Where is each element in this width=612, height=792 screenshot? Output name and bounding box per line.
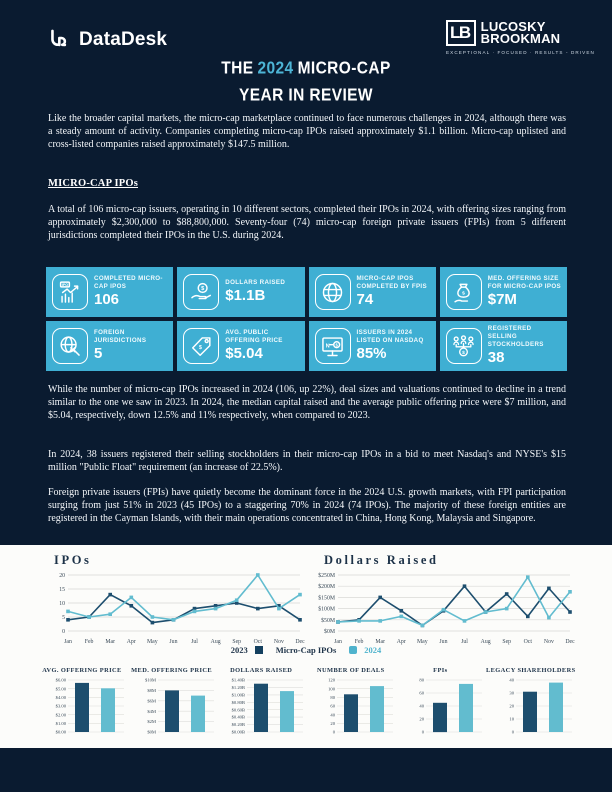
svg-text:120: 120 <box>327 677 335 683</box>
svg-text:80: 80 <box>419 677 425 683</box>
stat-card-selling-stockholders <box>440 321 567 371</box>
svg-text:20: 20 <box>419 716 425 722</box>
stat-card-value: 85% <box>356 345 387 363</box>
svg-text:Sep: Sep <box>502 639 512 645</box>
fpis-bar-chart <box>396 676 484 738</box>
svg-text:Feb: Feb <box>84 639 94 645</box>
stat-card-median-offering-size <box>440 267 567 317</box>
price-tag-icon <box>183 328 219 364</box>
svg-text:$: $ <box>335 342 338 347</box>
mini-chart-title: DOLLARS RAISED <box>230 667 293 674</box>
mini-chart-avg-offering-price <box>38 667 126 738</box>
lucosky-brookman-tagline: EXCEPTIONAL · FOCUSED · RESULTS - DRIVEN <box>446 49 595 55</box>
stat-card-value: 74 <box>356 291 374 309</box>
stat-card-label: DOLLARS RAISED <box>225 279 286 287</box>
svg-text:$1.00: $1.00 <box>55 720 66 726</box>
svg-text:$50M: $50M <box>321 617 335 624</box>
svg-text:Jun: Jun <box>169 639 178 645</box>
mini-charts-row <box>38 667 574 738</box>
mini-chart-med-offering-price <box>128 667 216 738</box>
stat-card-value: $5.04 <box>225 345 263 363</box>
svg-text:5: 5 <box>62 615 65 621</box>
stat-card-fpi-ipos <box>309 267 436 317</box>
datadesk-logo-icon <box>46 27 71 52</box>
globe-gavel-icon <box>52 328 88 364</box>
stat-card-foreign-jurisdictions <box>46 321 173 371</box>
svg-text:Jan: Jan <box>334 639 342 645</box>
ipos-line-chart-block <box>44 551 306 658</box>
svg-text:$2M: $2M <box>146 719 156 725</box>
svg-text:60: 60 <box>419 690 425 696</box>
svg-text:N: N <box>325 342 330 349</box>
page-title <box>0 59 612 79</box>
lb-name-line1: LUCOSKY <box>480 18 546 34</box>
svg-text:$0.00: $0.00 <box>55 729 66 735</box>
legend-2023-label: 2023 <box>230 645 248 655</box>
nasdaq-monitor-icon <box>315 328 351 364</box>
mini-chart-legacy-shareholders <box>486 667 574 738</box>
svg-text:$4.00: $4.00 <box>55 694 66 700</box>
lucosky-brookman-name <box>480 18 561 46</box>
ipos-line-chart <box>44 569 306 653</box>
svg-text:30: 30 <box>509 690 514 696</box>
svg-text:0: 0 <box>332 729 335 735</box>
svg-text:0: 0 <box>511 729 514 735</box>
title-post: MICRO-CAP <box>297 58 391 78</box>
svg-text:IPO: IPO <box>61 282 68 287</box>
ipos-chart-title: IPOs <box>54 553 92 567</box>
stat-card-label: COMPLETED MICRO-CAP IPOS <box>94 275 163 291</box>
svg-text:80: 80 <box>330 694 335 700</box>
charts-panel <box>0 545 612 748</box>
lb-name-line2: BROOKMAN <box>480 30 561 46</box>
mini-chart-title: AVG. OFFERING PRICE <box>42 667 122 674</box>
svg-text:$: $ <box>462 290 466 296</box>
body-paragraph-5: Foreign private issuers (FPIs) have quietly become the dominant force in the 2024 U.S. growth markets, with FPI participation surging from just 51% in 2023 (45 IPOs) to a staggering 70% in 2024 (74 IPOs). The majority of these foreign entities are registered in the Cayman Islands, with their main operations concentrated in China, Hong Kong, Malaysia and Singapore. <box>48 487 566 525</box>
title-year: 2024 <box>257 58 294 78</box>
stockholders-icon <box>446 328 482 364</box>
svg-text:$2.00: $2.00 <box>55 712 66 718</box>
svg-text:40: 40 <box>509 677 514 683</box>
svg-text:20: 20 <box>330 720 335 726</box>
stat-cards-grid <box>46 267 567 371</box>
datadesk-logo-text: DataDesk <box>79 28 168 50</box>
hand-coin-icon <box>183 274 219 310</box>
dollars-raised-chart-title: Dollars Raised <box>324 553 439 567</box>
legend-2024-label: 2024 <box>364 645 382 655</box>
stat-card-label: MICRO-CAP IPOS COMPLETED BY FPIS <box>356 275 427 291</box>
svg-text:May: May <box>417 639 428 645</box>
svg-text:$0.40B: $0.40B <box>231 714 246 720</box>
svg-text:$4M: $4M <box>146 708 156 714</box>
stat-card-value: $7M <box>487 291 517 309</box>
svg-text:Mar: Mar <box>105 639 116 645</box>
svg-text:$8M: $8M <box>146 688 156 693</box>
med-offering-price-bar-chart <box>128 676 216 738</box>
svg-text:40: 40 <box>330 712 335 718</box>
stat-card-label: REGISTERED SELLING STOCKHOLDERS <box>487 325 544 349</box>
dollars-raised-line-chart-block <box>314 551 576 658</box>
stat-card-avg-offering-price <box>177 321 304 371</box>
svg-text:$: $ <box>198 344 202 351</box>
svg-text:10: 10 <box>59 601 65 607</box>
legend-2024-swatch <box>349 646 357 654</box>
svg-text:$3.00: $3.00 <box>55 703 66 709</box>
svg-text:$1.20B: $1.20B <box>231 685 246 690</box>
svg-text:$0.20B: $0.20B <box>231 722 246 728</box>
svg-text:$: $ <box>200 285 204 292</box>
datadesk-logo <box>46 27 167 52</box>
legend-series-label: Micro-Cap IPOs <box>275 645 337 655</box>
svg-text:100: 100 <box>327 686 335 692</box>
svg-text:Nov: Nov <box>273 639 284 645</box>
svg-text:$100M: $100M <box>318 606 335 613</box>
svg-text:$6M: $6M <box>146 698 156 704</box>
svg-text:$1.40B: $1.40B <box>231 677 246 683</box>
svg-text:Jun: Jun <box>439 639 448 645</box>
svg-text:Oct: Oct <box>253 639 263 645</box>
mini-chart-title: LEGACY SHAREHOLDERS <box>485 667 576 674</box>
mini-chart-fpis <box>396 667 484 738</box>
svg-text:Jul: Jul <box>191 639 198 645</box>
svg-text:$0.80B: $0.80B <box>231 699 246 705</box>
svg-text:$6.00: $6.00 <box>55 677 66 683</box>
svg-text:Mar: Mar <box>375 639 386 645</box>
svg-text:Dec: Dec <box>295 639 305 645</box>
svg-text:$0M: $0M <box>146 729 156 735</box>
stat-card-label: FOREIGN JURISDICTIONS <box>94 329 147 345</box>
dollars-raised-bar-chart <box>217 676 305 738</box>
chart-legend <box>0 645 612 655</box>
stat-card-value: 5 <box>94 345 103 363</box>
mini-chart-title: NUMBER OF DEALS <box>317 667 385 674</box>
svg-text:Aug: Aug <box>480 639 491 645</box>
svg-text:May: May <box>147 639 158 645</box>
stat-card-dollars-raised <box>177 267 304 317</box>
svg-text:$250M: $250M <box>318 573 335 579</box>
number-of-deals-bar-chart <box>307 676 395 738</box>
lucosky-brookman-monogram: LB <box>446 20 476 46</box>
svg-text:0: 0 <box>62 629 65 635</box>
mini-chart-dollars-raised <box>217 667 305 738</box>
page-subtitle: YEAR IN REVIEW <box>239 85 373 105</box>
globe-icon <box>315 274 351 310</box>
svg-text:10: 10 <box>509 716 514 722</box>
legacy-shareholders-bar-chart <box>486 676 574 738</box>
footer-bar <box>0 748 612 792</box>
section-heading-micro-cap-ipos: MICRO-CAP IPOs <box>48 178 139 189</box>
money-bag-hand-icon <box>446 274 482 310</box>
svg-text:Apr: Apr <box>126 639 136 645</box>
svg-text:Apr: Apr <box>396 639 406 645</box>
body-paragraph-2: A total of 106 micro-cap issuers, operating in 10 different sectors, completed their IPOs in 2024, with offering sizes ranging from approximately $2,300,000 to $88,800,000. Seventy-four (74) micro-cap foreign private issuers (FPIs) from 5 different jurisdictions completed their IPOs in the U.S. during 2024. <box>48 204 566 242</box>
svg-text:0: 0 <box>422 729 425 735</box>
svg-text:Aug: Aug <box>210 639 221 645</box>
stat-card-nasdaq-listed <box>309 321 436 371</box>
body-paragraph-1: Like the broader capital markets, the micro-cap marketplace continued to face numerous challenges in 2024, although there was a steady amount of activity. Companies completing micro-cap IPOs raised approximately $1.1 billion. Micro-cap uplisted and cross-listed companies raised approximately $147.5 million. <box>48 113 566 151</box>
svg-text:$200M: $200M <box>318 584 335 591</box>
avg-offering-price-bar-chart <box>38 676 126 738</box>
stat-card-completed-ipos <box>46 267 173 317</box>
stat-card-label: AVG. PUBLIC OFFERING PRICE <box>225 329 283 345</box>
legend-2023-swatch <box>255 646 263 654</box>
svg-text:$0.00B: $0.00B <box>231 729 246 735</box>
stat-card-value: 106 <box>94 291 120 309</box>
svg-text:$1.00B: $1.00B <box>231 692 246 698</box>
mini-chart-number-of-deals <box>307 667 395 738</box>
svg-text:$0M: $0M <box>324 629 335 635</box>
svg-text:Sep: Sep <box>232 639 242 645</box>
mini-chart-title: FPIs <box>433 667 448 674</box>
body-paragraph-4: In 2024, 38 issuers registered their selling stockholders in their micro-cap IPOs in a bid to meet Nasdaq's and NYSE's $15 million "Public Float" requirement (an increase of 22.5%). <box>48 449 566 474</box>
dollars-raised-line-chart <box>314 569 576 653</box>
svg-text:Jul: Jul <box>461 639 468 645</box>
ipo-chart-icon <box>52 274 88 310</box>
mini-chart-title: MED. OFFERING PRICE <box>131 667 213 674</box>
svg-text:$10M: $10M <box>144 677 156 683</box>
svg-text:$0.60B: $0.60B <box>231 707 246 713</box>
stat-card-label: ISSUERS IN 2024 LISTED ON NASDAQ <box>356 329 424 345</box>
svg-text:15: 15 <box>59 587 65 593</box>
stat-card-value: $1.1B <box>225 287 266 305</box>
svg-text:Feb: Feb <box>354 639 364 645</box>
svg-text:Oct: Oct <box>523 639 533 645</box>
svg-text:20: 20 <box>509 703 514 709</box>
svg-text:Jan: Jan <box>64 639 72 645</box>
svg-text:$150M: $150M <box>318 595 335 602</box>
svg-text:$: $ <box>462 350 466 356</box>
svg-text:60: 60 <box>330 703 335 709</box>
svg-text:Nov: Nov <box>543 639 554 645</box>
svg-text:Dec: Dec <box>565 639 575 645</box>
lucosky-brookman-logo <box>446 18 595 55</box>
svg-text:20: 20 <box>59 573 65 579</box>
body-paragraph-3: While the number of micro-cap IPOs increased in 2024 (106, up 22%), deal sizes and valuations continued to decline in a trend similar to the one we saw in 2023. In 2024, the median capital raised and the average public offering price were $7 million, and $5.04, respectively, down 12.5% and 11% respectively, when compared to 2023. <box>48 384 566 422</box>
stat-card-label: MED. OFFERING SIZE FOR MICRO-CAP IPOS <box>487 275 561 291</box>
title-pre: THE <box>221 58 254 78</box>
svg-text:40: 40 <box>419 703 425 709</box>
svg-text:$5.00: $5.00 <box>55 686 66 692</box>
stat-card-value: 38 <box>487 349 505 367</box>
